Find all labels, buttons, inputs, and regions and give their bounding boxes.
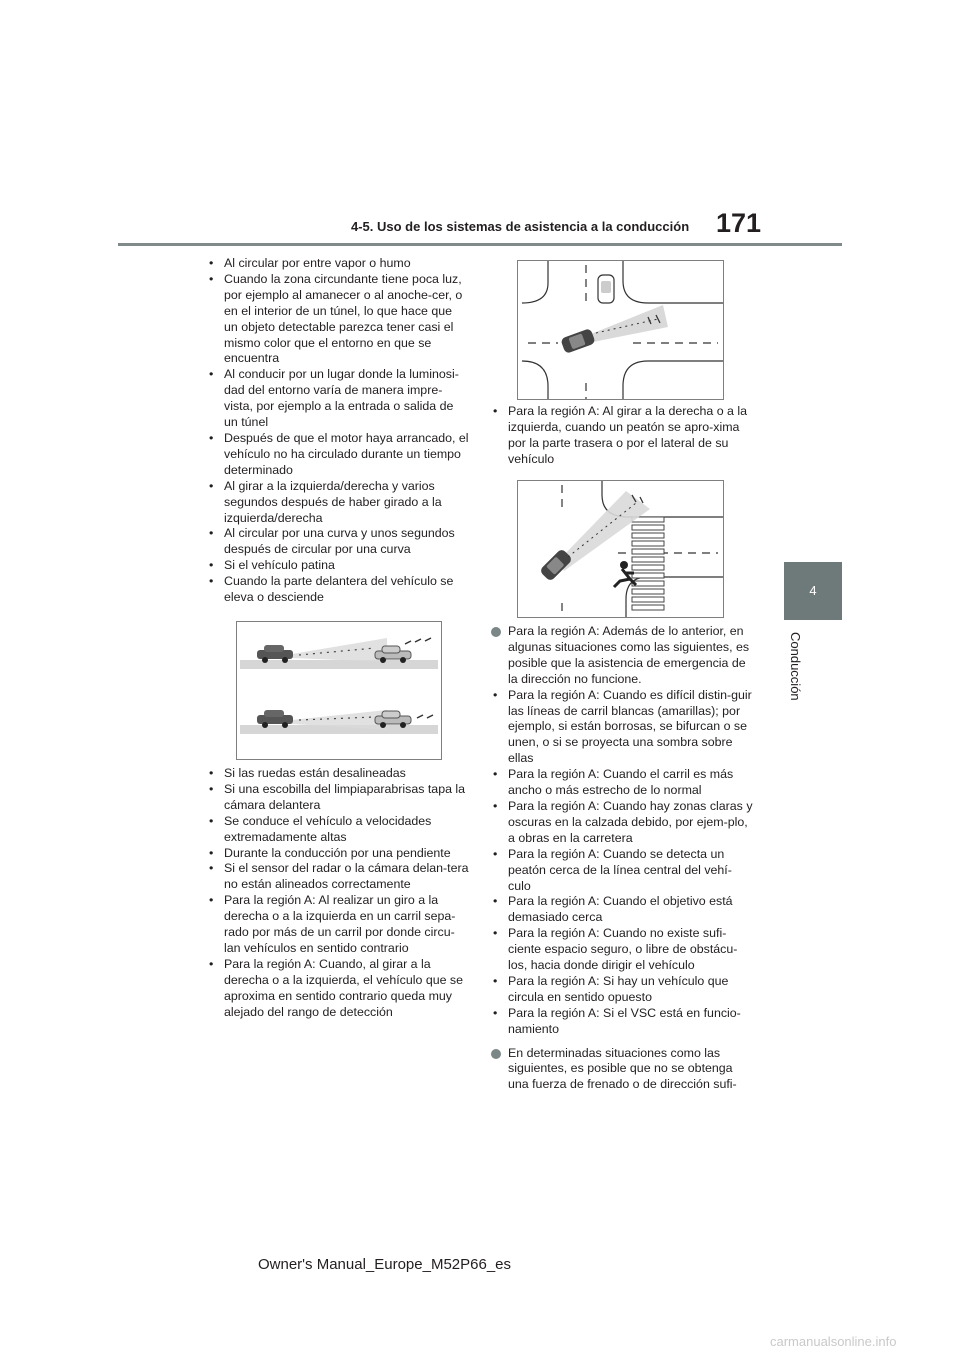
list-item: • Para la región A: Si el VSC está en funcio-namiento bbox=[491, 1006, 753, 1038]
list-item: • Después de que el motor haya arrancado, el vehículo no ha circulado durante un tiempo determinado bbox=[207, 431, 469, 479]
chapter-tab[interactable]: 4 bbox=[784, 562, 842, 620]
pedestrian-crossing-illustration bbox=[518, 481, 723, 617]
list-item: • Para la región A: Cuando hay zonas claras y oscuras en la calzada debido, por ejem-plo, a obras en la carretera bbox=[491, 799, 753, 847]
circle-bullet-icon bbox=[491, 1049, 501, 1059]
note-paragraph-1 bbox=[491, 624, 753, 688]
list-item: • Si el sensor del radar o la cámara delan-tera no están alineados correctamente bbox=[207, 861, 469, 893]
left-column-list-2 bbox=[207, 766, 469, 1021]
list-item: • Durante la conducción por una pendiente bbox=[207, 846, 469, 862]
list-item: • Al conducir por un lugar donde la luminosi-dad del entorno varía de manera impre-vista, por ejemplo a la entrada o salida de un túnel bbox=[207, 367, 469, 431]
note-text-2: En determinadas situaciones como las siguientes, es posible que no se obtenga una fuerza de frenado o de dirección sufi- bbox=[508, 1045, 737, 1092]
list-item: • Cuando la zona circundante tiene poca luz, por ejemplo al amanecer o al anoche-cer, o en el interior de un túnel, lo que hace que un objeto detectable parezca tener casi el mismo color que el entorno en que se encuentra bbox=[207, 272, 469, 367]
list-item: • Al girar a la izquierda/derecha y varios segundos después de haber girado a la izquierda/derecha bbox=[207, 479, 469, 527]
list-item: • Para la región A: Al girar a la derecha o a la izquierda, cuando un peatón se apro-xima por la parte trasera o por el lateral de su vehículo bbox=[491, 404, 753, 468]
section-title: 4-5. Uso de los sistemas de asistencia a la conducción bbox=[351, 219, 690, 234]
list-item: • Si el vehículo patina bbox=[207, 558, 469, 574]
note-text-1: Para la región A: Además de lo anterior, en algunas situaciones como las siguientes, es posible que la asistencia de emergencia de la dirección no funcione. bbox=[508, 624, 750, 686]
list-item: • Si las ruedas están desalineadas bbox=[207, 766, 469, 782]
circle-bullet-icon bbox=[491, 627, 501, 637]
figure-intersection-turn bbox=[517, 260, 724, 400]
list-item: • Al circular por entre vapor o humo bbox=[207, 256, 469, 272]
list-item: • Para la región A: Cuando el objetivo está demasiado cerca bbox=[491, 894, 753, 926]
right-column-list-1 bbox=[491, 404, 753, 468]
list-item: • Cuando la parte delantera del vehículo se eleva o desciende bbox=[207, 574, 469, 606]
list-item: • Para la región A: Cuando, al girar a la derecha o a la izquierda, el vehículo que se aproxima en sentido contrario queda muy alejado del rango de detección bbox=[207, 957, 469, 1021]
figure-vehicle-detection-uphill bbox=[236, 621, 442, 760]
watermark: carmanualsonline.info bbox=[770, 1334, 897, 1349]
car-icon bbox=[560, 328, 596, 354]
intersection-turn-illustration bbox=[518, 261, 723, 399]
list-item: • Si una escobilla del limpiaparabrisas tapa la cámara delantera bbox=[207, 782, 469, 814]
right-column-text bbox=[491, 624, 753, 1093]
car-icon bbox=[598, 275, 614, 303]
list-item: • Para la región A: Cuando no existe sufi-ciente espacio seguro, o libre de obstácu-los, hacia donde dirigir el vehículo bbox=[491, 926, 753, 974]
list-item: • Se conduce el vehículo a velocidades extremadamente altas bbox=[207, 814, 469, 846]
figure-pedestrian-crossing bbox=[517, 480, 724, 618]
list-item: • Para la región A: Cuando es difícil distin-guir las líneas de carril blancas (amarillas); por ejemplo, si están borrosas, se bifurcan o se unen, o si se proyecta una sombra sobre ellas bbox=[491, 688, 753, 768]
vehicle-detection-illustration bbox=[237, 622, 441, 759]
list-item: • Para la región A: Cuando se detecta un peatón cerca de la línea central del vehí-culo bbox=[491, 847, 753, 895]
list-item: • Para la región A: Si hay un vehículo que circula en sentido opuesto bbox=[491, 974, 753, 1006]
list-item: • Al circular por una curva y unos segundos después de circular por una curva bbox=[207, 526, 469, 558]
chapter-label: Conducción bbox=[788, 632, 803, 701]
header-divider bbox=[118, 243, 842, 246]
list-item: • Para la región A: Cuando el carril es más ancho o más estrecho de lo normal bbox=[491, 767, 753, 799]
left-column-list-1 bbox=[207, 256, 469, 606]
list-item: • Para la región A: Al realizar un giro a la derecha o a la izquierda en un carril sepa-rado por más de un carril por donde circu-lan vehículos en sentido contrario bbox=[207, 893, 469, 957]
note-paragraph-2 bbox=[491, 1046, 753, 1094]
crosswalk bbox=[632, 517, 664, 610]
page-number: 171 bbox=[716, 208, 762, 238]
footer-manual-id: Owner's Manual_Europe_M52P66_es bbox=[258, 1256, 512, 1273]
